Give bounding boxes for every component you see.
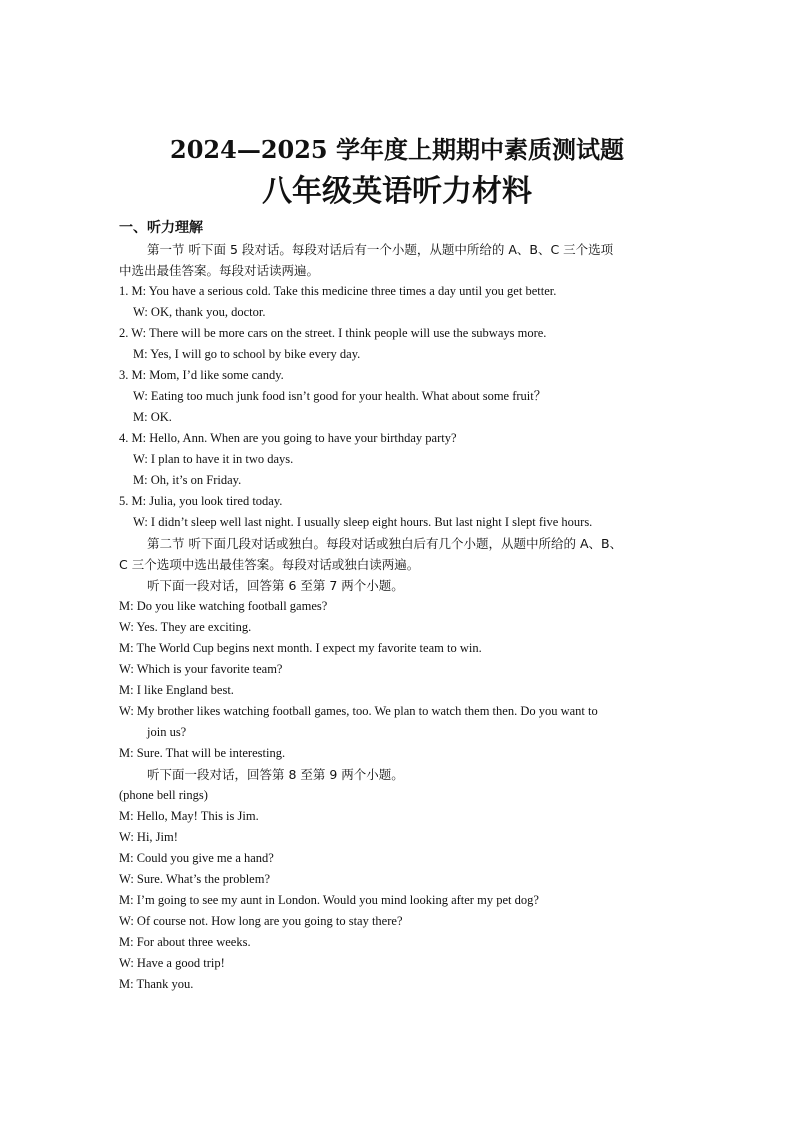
exam-title: 2024—2025 学年度上期期中素质测试题 <box>170 135 624 164</box>
conversation-line: M: For about three weeks. <box>119 935 251 949</box>
conversation-line: (phone bell rings) <box>119 788 208 802</box>
dialogue-line: M: Oh, it’s on Friday. <box>133 473 242 487</box>
dialogue-line: W: I plan to have it in two days. <box>133 452 294 466</box>
dialogue-line: W: I didn’t sleep well last night. I usually sleep eight hours. But last night I slept five hours. <box>133 515 593 529</box>
dialogue-line: W: Eating too much junk food isn’t good for your health. What about some fruit？ <box>133 389 547 403</box>
conversation-line: W: Of course not. How long are you going to stay there? <box>119 914 403 928</box>
listening-material <box>119 217 679 995</box>
dialogue-line: M: OK. <box>133 410 172 424</box>
conversation1-instruction: 听下面一段对话，回答第 6 至第 7 两个小题。 <box>147 578 404 593</box>
conversation-line: W: Sure. What’s the problem? <box>119 872 271 886</box>
part1-instructions-line2: 中选出最佳答案。每段对话读两遍。 <box>119 263 320 278</box>
dialogue-line: M: Yes, I will go to school by bike every day. <box>133 347 361 361</box>
dialogue-line: 3. M: Mom, I’d like some candy. <box>119 368 284 382</box>
part2-instructions-line1: 第二节 听下面几段对话或独白。每段对话或独白后有几个小题，从题中所给的 A、B、 <box>147 536 623 551</box>
part2-instructions-line2: C 三个选项中选出最佳答案。每段对话或独白读两遍。 <box>119 557 420 572</box>
dialogue-line: 4. M: Hello, Ann. When are you going to have your birthday party? <box>119 431 457 445</box>
conversation-line: M: The World Cup begins next month. I expect my favorite team to win. <box>119 641 482 655</box>
conversation-line: M: Hello, May! This is Jim. <box>119 809 259 823</box>
conversation-line: W: Have a good trip! <box>119 956 225 970</box>
conversation2-instruction: 听下面一段对话，回答第 8 至第 9 两个小题。 <box>147 767 404 782</box>
conversation-line: W: My brother likes watching football games, too. We plan to watch them then. Do you want to <box>119 704 598 718</box>
conversation-line: W: Hi, Jim! <box>119 830 178 844</box>
dialogue-line: 5. M: Julia, you look tired today. <box>119 494 283 508</box>
section-heading: 一、听力理解 <box>119 220 203 236</box>
conversation-line: M: I like England best. <box>119 683 234 697</box>
conversation-line: W: Which is your favorite team? <box>119 662 283 676</box>
conversation-line: M: I’m going to see my aunt in London. Would you mind looking after my pet dog? <box>119 893 539 907</box>
dialogue-line: 2. W: There will be more cars on the street. I think people will use the subways more. <box>119 326 547 340</box>
dialogue-line: W: OK, thank you, doctor. <box>133 305 266 319</box>
conversation-line: M: Sure. That will be interesting. <box>119 746 286 760</box>
conversation-line: M: Could you give me a hand? <box>119 851 274 865</box>
conversation-line: join us? <box>147 725 187 739</box>
conversation-line: W: Yes. They are exciting. <box>119 620 252 634</box>
conversation-line: M: Do you like watching football games? <box>119 599 328 613</box>
exam-subtitle: 八年级英语听力材料 <box>262 174 532 209</box>
dialogue-line: 1. M: You have a serious cold. Take this medicine three times a day until you get better. <box>119 284 557 298</box>
part1-instructions-line1: 第一节 听下面 5 段对话。每段对话后有一个小题，从题中所给的 A、B、C 三个选项 <box>147 242 614 257</box>
conversation-line: M: Thank you. <box>119 977 194 991</box>
